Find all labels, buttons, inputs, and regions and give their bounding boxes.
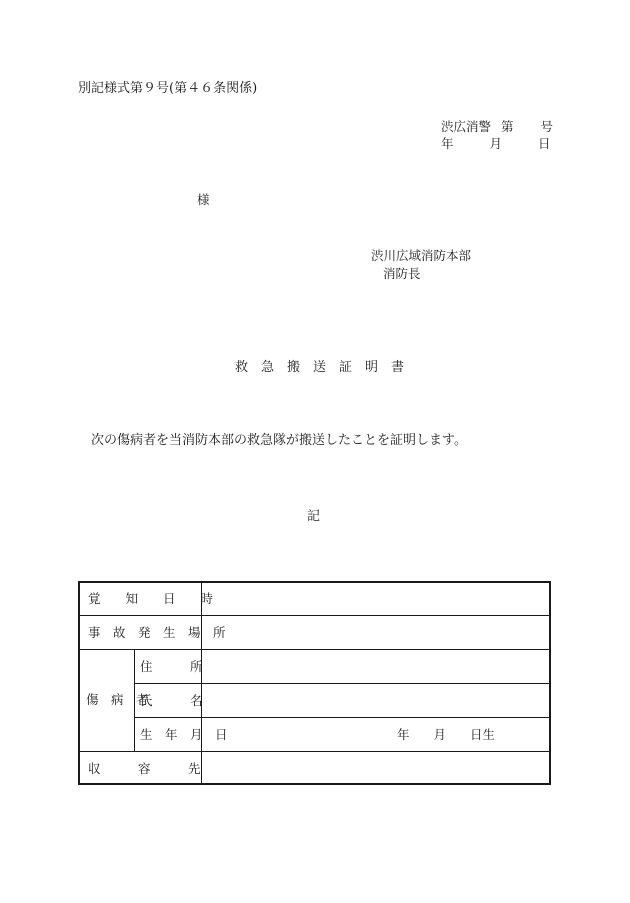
birthdate-value [397,729,495,742]
birth-year: 年 [397,727,410,742]
reference-number [441,121,553,134]
reference-go: 号 [540,119,554,134]
table-row-divider [134,683,549,684]
reference-prefix: 渋広消警 [441,119,492,134]
label-birthdate: 生 年 月 日 [140,727,228,742]
ki-marker: 記 [307,509,321,524]
issue-date-year: 年 [441,136,454,151]
form-label: 別記様式第９号(第４６条関係) [78,81,258,96]
certificate-table [78,581,551,785]
birth-month: 月 [433,727,447,742]
issue-date [441,138,551,151]
table-row-divider [80,751,549,752]
table-row-divider [80,615,549,616]
issue-date-day: 日 [538,136,551,151]
issuer-title: 消防長 [383,266,421,281]
label-incident-location: 事 故 発 生 場 所 [88,625,226,640]
table-row-divider [134,717,549,718]
reference-dai: 第 [501,119,514,134]
label-address: 住 所 [140,659,203,674]
label-patient: 傷 病 者 [86,692,149,707]
birth-day: 日生 [470,727,496,742]
label-awareness-datetime: 覚 知 日 時 [88,591,214,606]
addressee-honorific: 様 [197,192,210,207]
table-row-divider [80,649,549,650]
issue-date-month: 月 [489,136,503,151]
issuer-organization: 渋川広域消防本部 [371,248,472,263]
label-destination: 収 容 先 [88,761,201,776]
label-name: 氏 名 [140,693,203,708]
table-column-divider [201,583,202,783]
certification-statement: 次の傷病者を当消防本部の救急隊が搬送したことを証明します。 [91,433,467,448]
document-title: 救 急 搬 送 証 明 書 [235,360,405,375]
